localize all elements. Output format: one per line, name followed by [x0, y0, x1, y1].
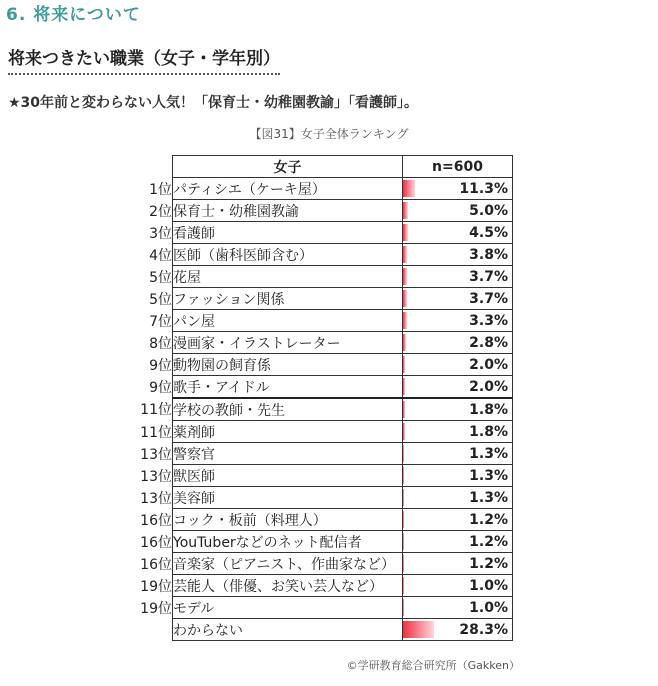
- value-cell: [403, 222, 513, 244]
- value-cell: [403, 266, 513, 288]
- table-row: [128, 597, 513, 619]
- value-label: 1.0%: [469, 599, 508, 616]
- rank-label: 4位: [149, 247, 172, 264]
- occupation-label: 美容師: [173, 487, 403, 509]
- occupation-label: 学校の教師・先生: [173, 398, 403, 421]
- value-label: 3.7%: [469, 290, 508, 307]
- table-row: [128, 553, 513, 575]
- table-row: [128, 398, 513, 421]
- rank-label: 8位: [149, 335, 172, 352]
- rank-label: 5位: [149, 291, 172, 308]
- table-row: [128, 619, 513, 641]
- value-cell: [403, 376, 513, 399]
- rank-label: 19位: [140, 600, 172, 617]
- value-cell: [403, 398, 513, 421]
- value-cell: [403, 178, 513, 200]
- value-label: 2.0%: [469, 378, 508, 395]
- value-label: 1.2%: [469, 555, 508, 572]
- value-cell: [403, 531, 513, 553]
- table-row: [128, 200, 513, 222]
- name-column-header: 女子: [173, 156, 403, 178]
- rank-label: 9位: [149, 379, 172, 396]
- occupation-label: パン屋: [173, 310, 403, 332]
- value-label: 1.8%: [469, 401, 508, 418]
- occupation-label: 薬剤師: [173, 421, 403, 443]
- occupation-label: わからない: [173, 619, 403, 641]
- table-row: [128, 354, 513, 376]
- ranking-body: [128, 178, 513, 641]
- value-cell: [403, 509, 513, 531]
- section-heading: 6. 将来について: [6, 5, 141, 25]
- value-label: 3.7%: [469, 268, 508, 285]
- rank-label: 16位: [140, 556, 172, 573]
- value-label: 1.3%: [469, 489, 508, 506]
- occupation-label: 医師（歯科医師含む）: [173, 244, 403, 266]
- value-label: 2.8%: [469, 334, 508, 351]
- occupation-label: 保育士・幼稚園教諭: [173, 200, 403, 222]
- value-cell: [403, 443, 513, 465]
- rank-label: 13位: [140, 446, 172, 463]
- value-label: 1.3%: [469, 445, 508, 462]
- value-cell: [403, 553, 513, 575]
- value-label: 1.2%: [469, 533, 508, 550]
- table-row: [128, 288, 513, 310]
- occupation-label: モデル: [173, 597, 403, 619]
- value-label: 4.5%: [469, 224, 508, 241]
- table-row: [128, 178, 513, 200]
- occupation-label: 警察官: [173, 443, 403, 465]
- rank-label: 13位: [140, 468, 172, 485]
- occupation-label: YouTuberなどのネット配信者: [173, 531, 403, 553]
- rank-label: 3位: [149, 225, 172, 242]
- value-cell: [403, 619, 513, 641]
- rank-label: 16位: [140, 534, 172, 551]
- value-label: 1.2%: [469, 511, 508, 528]
- value-cell: [403, 332, 513, 354]
- sub-heading: 将来つきたい職業（女子・学年別）: [8, 44, 280, 75]
- occupation-label: 花屋: [173, 266, 403, 288]
- occupation-label: ファッション関係: [173, 288, 403, 310]
- value-label: 1.8%: [469, 423, 508, 440]
- rank-label: 13位: [140, 490, 172, 507]
- value-cell: [403, 354, 513, 376]
- rank-label: 1位: [149, 181, 172, 198]
- value-label: 1.3%: [469, 467, 508, 484]
- table-row: [128, 376, 513, 399]
- table-row: [128, 244, 513, 266]
- table-row: [128, 421, 513, 443]
- table-row: [128, 465, 513, 487]
- value-label: 2.0%: [469, 356, 508, 373]
- table-row: [128, 222, 513, 244]
- rank-label: 19位: [140, 578, 172, 595]
- occupation-label: 獣医師: [173, 465, 403, 487]
- value-cell: [403, 200, 513, 222]
- occupation-label: 漫画家・イラストレーター: [173, 332, 403, 354]
- table-row: [128, 531, 513, 553]
- rank-label: 9位: [149, 357, 172, 374]
- rank-label: 7位: [149, 313, 172, 330]
- value-label: 28.3%: [459, 621, 508, 638]
- table-row: [128, 310, 513, 332]
- occupation-label: コック・板前（料理人）: [173, 509, 403, 531]
- table-row: [128, 487, 513, 509]
- occupation-label: 歌手・アイドル: [173, 376, 403, 399]
- occupation-label: 動物園の飼育係: [173, 354, 403, 376]
- table-row: [128, 266, 513, 288]
- value-cell: [403, 597, 513, 619]
- value-label: 5.0%: [469, 202, 508, 219]
- value-column-header: n=600: [403, 156, 513, 178]
- occupation-label: 芸能人（俳優、お笑い芸人など）: [173, 575, 403, 597]
- rank-label: 11位: [140, 424, 172, 441]
- occupation-label: パティシエ（ケーキ屋）: [173, 178, 403, 200]
- value-cell: [403, 575, 513, 597]
- rank-label: 2位: [149, 203, 172, 220]
- rank-label: [128, 619, 173, 641]
- value-label: 3.8%: [469, 246, 508, 263]
- rank-label: 5位: [149, 269, 172, 286]
- table-row: [128, 443, 513, 465]
- rank-label: 16位: [140, 512, 172, 529]
- value-cell: [403, 310, 513, 332]
- table-row: [128, 575, 513, 597]
- lead-text: ★30年前と変わらない人気！「保育士・幼稚園教諭」「看護師」。: [8, 95, 419, 111]
- value-label: 11.3%: [459, 180, 508, 197]
- value-cell: [403, 421, 513, 443]
- occupation-label: 音楽家（ピアニスト、作曲家など）: [173, 553, 403, 575]
- rank-column-header: [128, 156, 173, 178]
- occupation-label: 看護師: [173, 222, 403, 244]
- value-label: 1.0%: [469, 577, 508, 594]
- value-cell: [403, 244, 513, 266]
- credit: ©学研教育総合研究所（Gakken）: [346, 659, 520, 672]
- value-label: 3.3%: [469, 312, 508, 329]
- value-cell: [403, 288, 513, 310]
- table-header-row: [128, 156, 513, 178]
- value-cell: [403, 465, 513, 487]
- value-cell: [403, 487, 513, 509]
- ranking-table: [128, 155, 513, 641]
- table-row: [128, 332, 513, 354]
- rank-label: 11位: [140, 402, 172, 419]
- table-row: [128, 509, 513, 531]
- figure-caption: 【図31】女子全体ランキング: [249, 127, 409, 141]
